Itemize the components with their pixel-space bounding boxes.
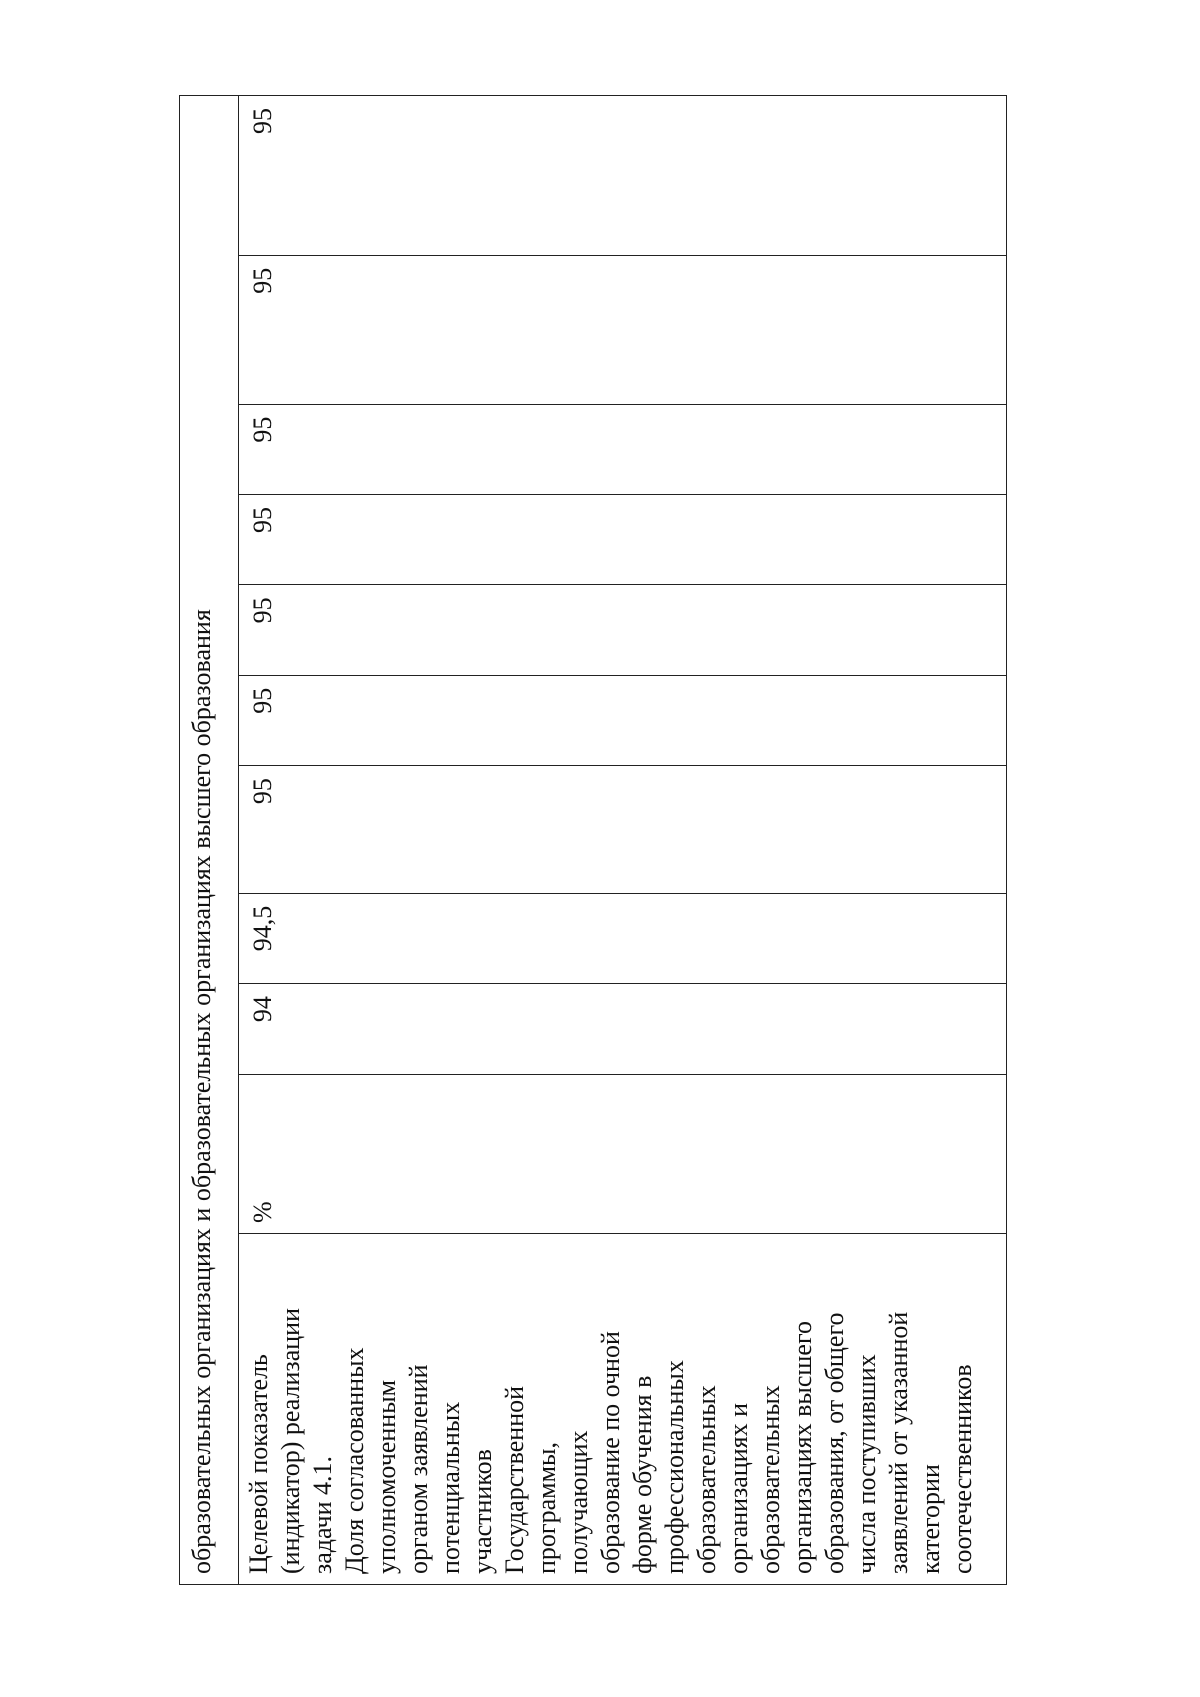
indicator-line: заявлений от указанной [884,1311,913,1574]
indicator-line: образовательных [756,1385,785,1574]
indicator-line: организациях высшего [788,1321,817,1574]
value-cell: 94 [239,984,1007,1074]
section-header-row [180,96,239,1585]
value-cell: 95 [239,766,1007,894]
unit-cell: % [239,1074,1007,1234]
value-cell: 95 [239,585,1007,675]
rotated-table-wrapper [179,95,1007,1585]
indicator-line: образовательных [692,1385,721,1574]
indicator-line: Целевой показатель [244,1354,273,1574]
indicator-line: числа поступивших [852,1354,881,1574]
value-cell: 94,5 [239,893,1007,983]
indicator-line: Доля согласованных [340,1347,369,1574]
indicator-row [239,96,1007,1585]
value-cell: 95 [239,675,1007,765]
value-cell: 95 [239,96,1007,256]
indicator-line: организациях и [724,1402,753,1574]
indicator-line: форме обучения в [628,1375,657,1574]
indicator-line: образования, от общего [820,1312,849,1574]
indicator-line: программы, [532,1442,561,1574]
value-cell: 95 [239,404,1007,494]
indicator-line: задачи 4.1. [308,1455,337,1574]
value-cell: 95 [239,494,1007,584]
indicator-line: участников [468,1449,497,1574]
indicator-line: (индикатор) реализации [276,1308,305,1574]
indicator-line: Государственной [500,1385,529,1574]
indicator-line: получающих [564,1430,593,1574]
indicator-line: органом заявлений [404,1364,433,1574]
section-title: образовательных организациях и образовательных организациях высшего образования [180,96,239,1585]
indicator-line: потенциальных [436,1401,465,1574]
indicator-line: уполномоченным [372,1379,401,1574]
indicator-line: образование по очной [596,1331,625,1574]
indicator-line: категории [916,1464,945,1574]
indicator-description-cell [239,1234,1007,1585]
indicator-line: профессиональных [660,1360,689,1574]
indicator-table [179,95,1007,1585]
indicator-line: соотечественников [948,1364,977,1574]
value-cell: 95 [239,255,1007,404]
